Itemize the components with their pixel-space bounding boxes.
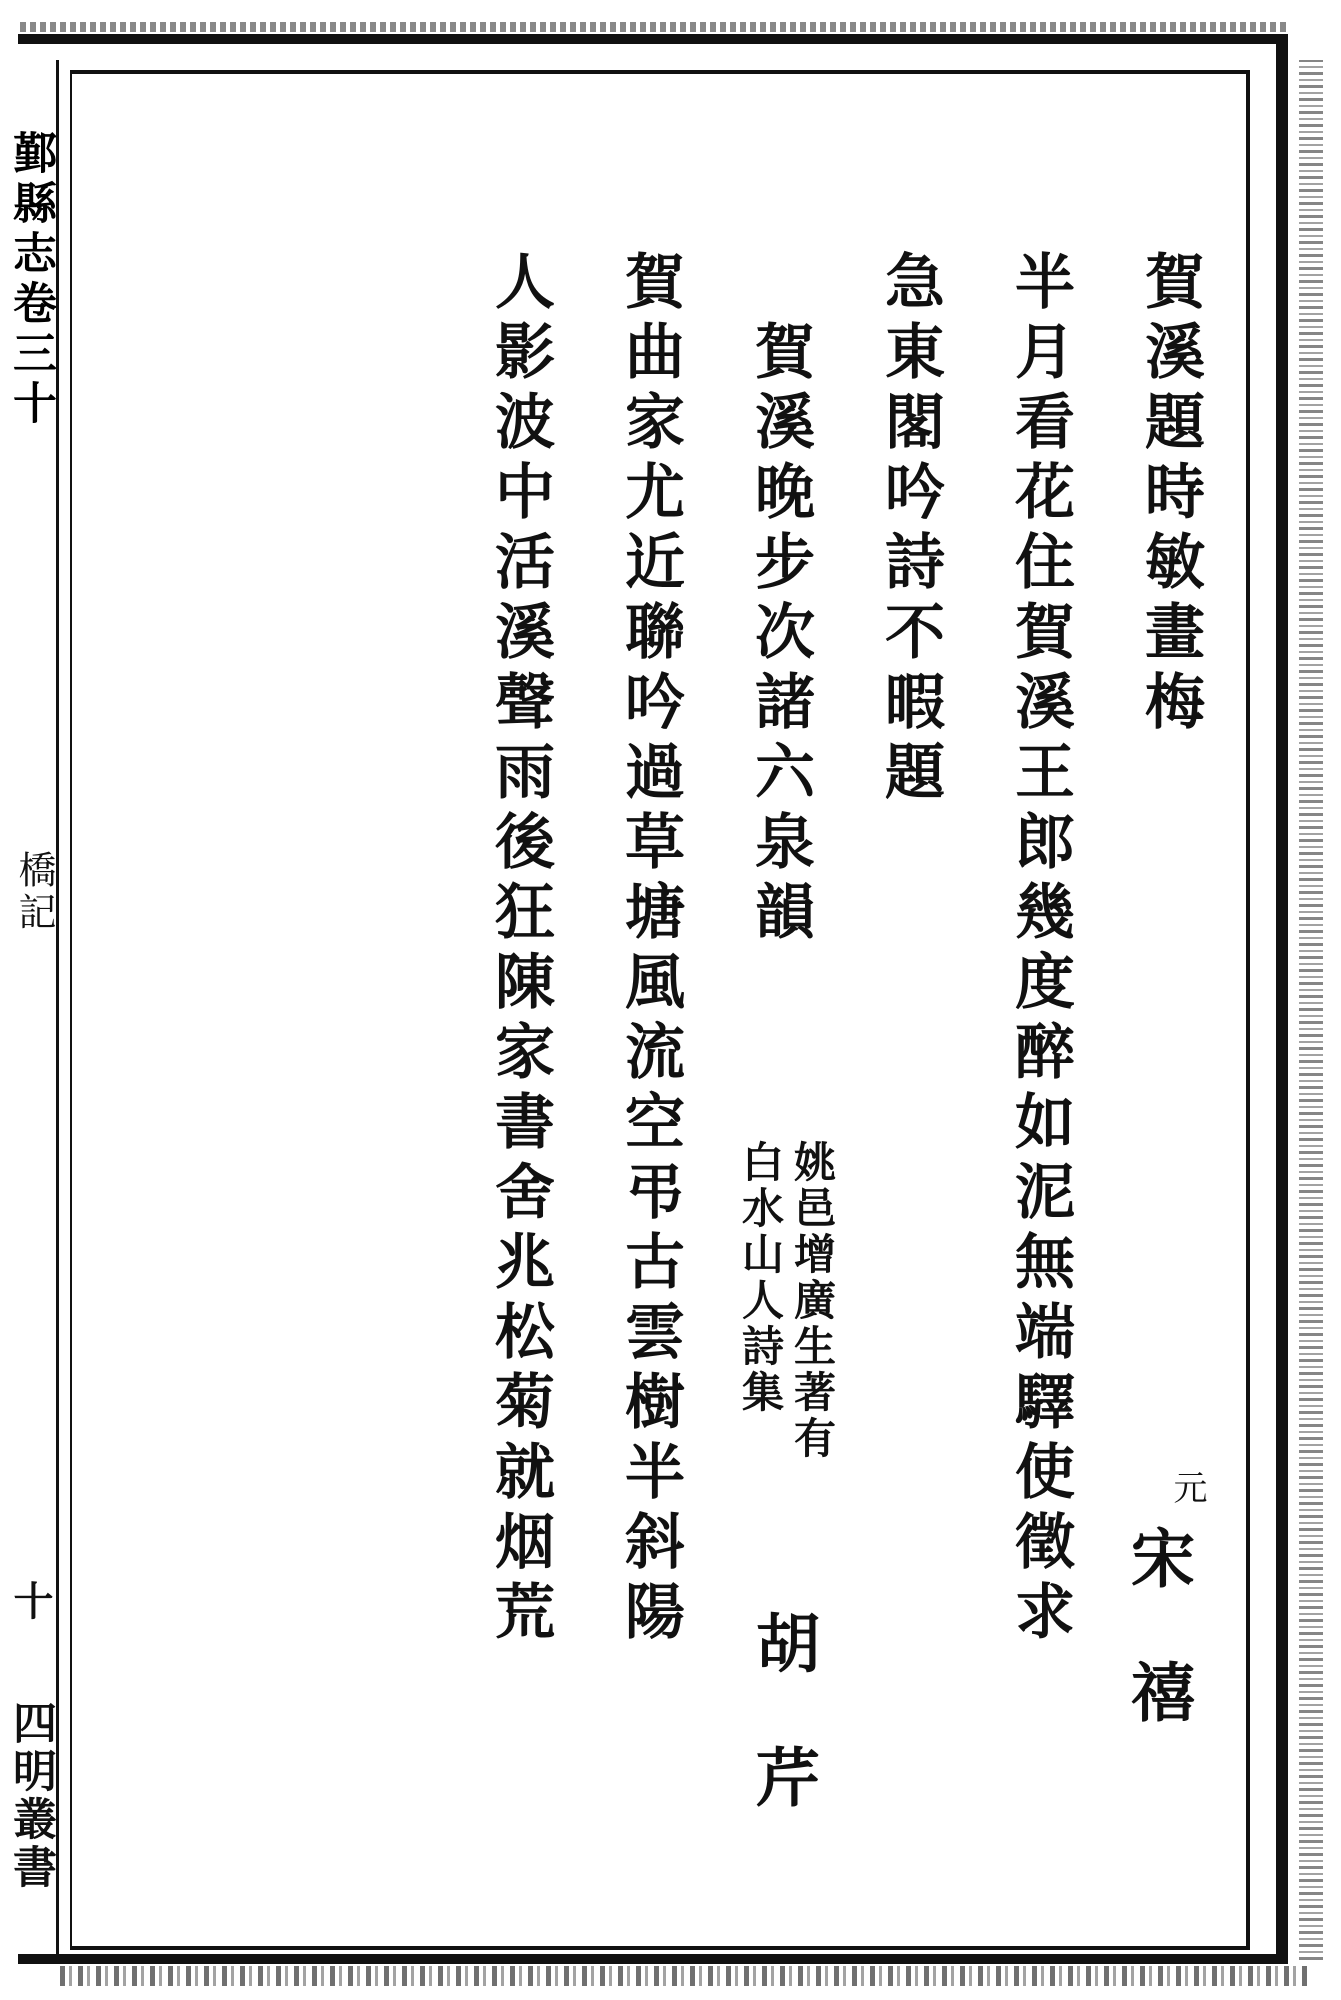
poem2-note-b: 白水山人詩集 [736,1140,785,1416]
running-section: 橋記 [12,850,56,934]
top-border-texture [20,22,1290,32]
page-number: 十 [7,1580,54,1620]
poem2-title: 賀溪晚步次諸六泉韻 [745,320,815,950]
poem1-line-2: 急東閣吟詩不暇題 [875,250,945,810]
poem1-author-name: 宋禧 [1120,1525,1195,1793]
margin-strip [0,60,60,1970]
margin-rule [56,60,59,1960]
poem1-title: 賀溪題時敏畫梅 [1135,250,1205,740]
poem2-line-1: 賀曲家尤近聯吟過草塘風流空弔古雲樹半斜陽 [615,250,685,1650]
bottom-border-texture [60,1966,1310,1986]
poem1-author-era: 元 [1167,1470,1207,1504]
poem2-line-2: 人影波中活溪聲雨後狂陳家書舍兆松菊就烟荒 [485,250,555,1650]
series-title: 四明叢書 [5,1700,56,1892]
poem2-author-name: 胡芹 [745,1610,820,1878]
right-border-texture [1299,60,1323,1960]
running-title: 鄞縣志卷三十 [5,130,56,430]
poem2-note-a: 姚邑增廣生著有 [788,1140,837,1462]
poem1-line-1: 半月看花住賀溪王郎幾度醉如泥無端驛使徵求 [1005,250,1075,1650]
